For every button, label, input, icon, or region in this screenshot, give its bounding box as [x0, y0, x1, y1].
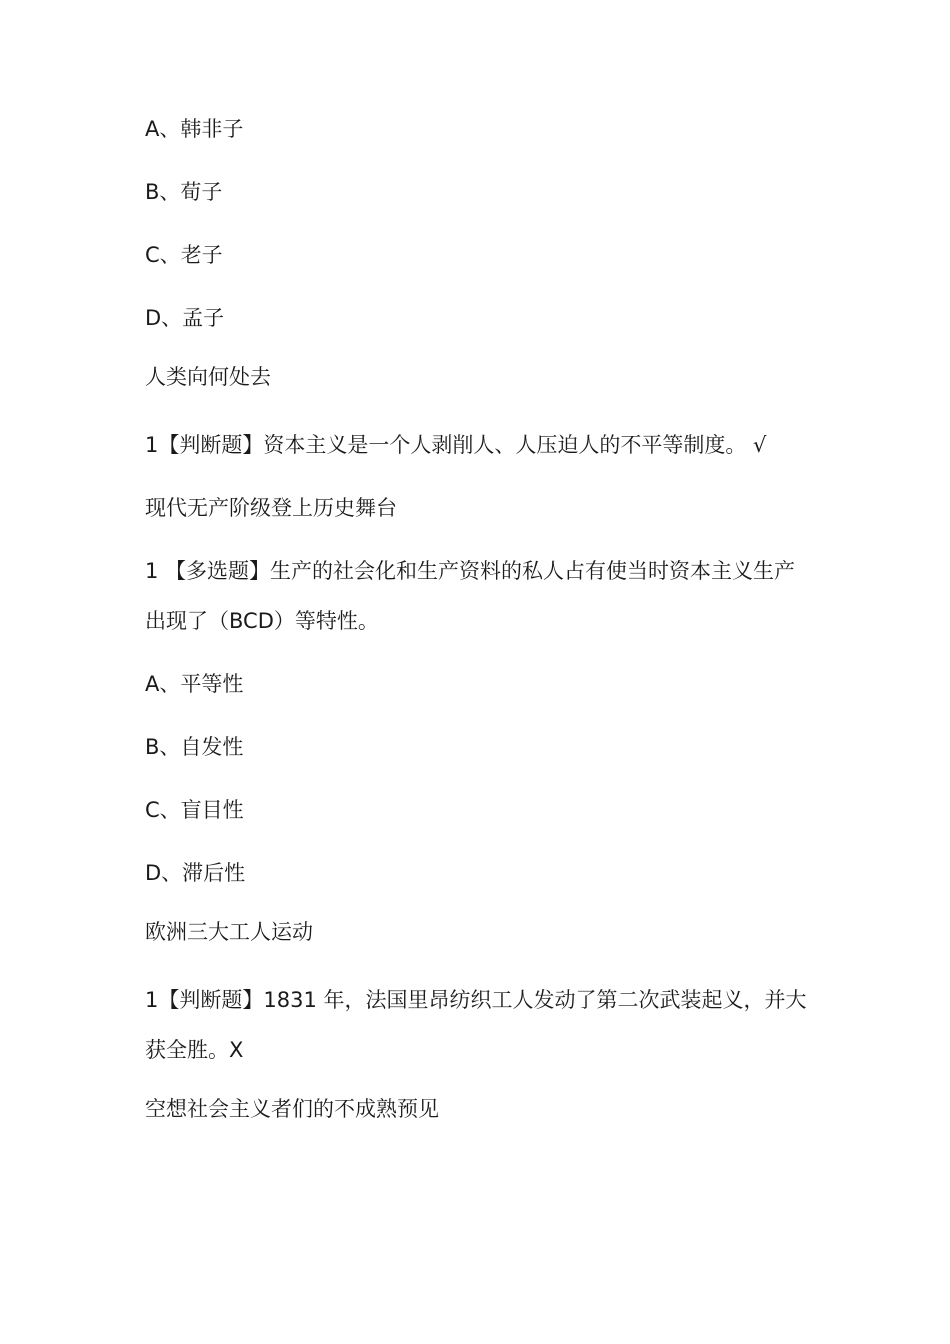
- section-title-utopian-socialists: 空想社会主义者们的不成熟预见: [145, 1097, 439, 1121]
- section-title-workers-movements: 欧洲三大工人运动: [145, 920, 313, 944]
- option-b-spontaneity: B、自发性: [145, 735, 244, 759]
- judgment-question-lyon-line-1: 1【判断题】1831 年，法国里昂纺织工人发动了第二次武装起义，并大: [145, 988, 807, 1012]
- judgment-question-capitalism: 1【判断题】资本主义是一个人剥削人、人压迫人的不平等制度。 √: [145, 433, 767, 457]
- judgment-question-lyon-line-2: 获全胜。X: [145, 1038, 244, 1062]
- multi-choice-question-line-2: 出现了（BCD）等特性。: [145, 609, 379, 633]
- multi-choice-question-line-1: 1 【多选题】生产的社会化和生产资料的私人占有使当时资本主义生产: [145, 559, 796, 583]
- option-d-lagging: D、滞后性: [145, 861, 246, 885]
- section-title-humanity: 人类向何处去: [145, 365, 271, 389]
- option-a-hanfeizi: A、韩非子: [145, 117, 244, 141]
- option-a-equality: A、平等性: [145, 672, 244, 696]
- option-d-mengzi: D、孟子: [145, 306, 225, 330]
- option-c-laozi: C、老子: [145, 243, 223, 267]
- option-b-xunzi: B、荀子: [145, 180, 223, 204]
- section-title-proletariat: 现代无产阶级登上历史舞台: [145, 496, 397, 520]
- option-c-blindness: C、盲目性: [145, 798, 244, 822]
